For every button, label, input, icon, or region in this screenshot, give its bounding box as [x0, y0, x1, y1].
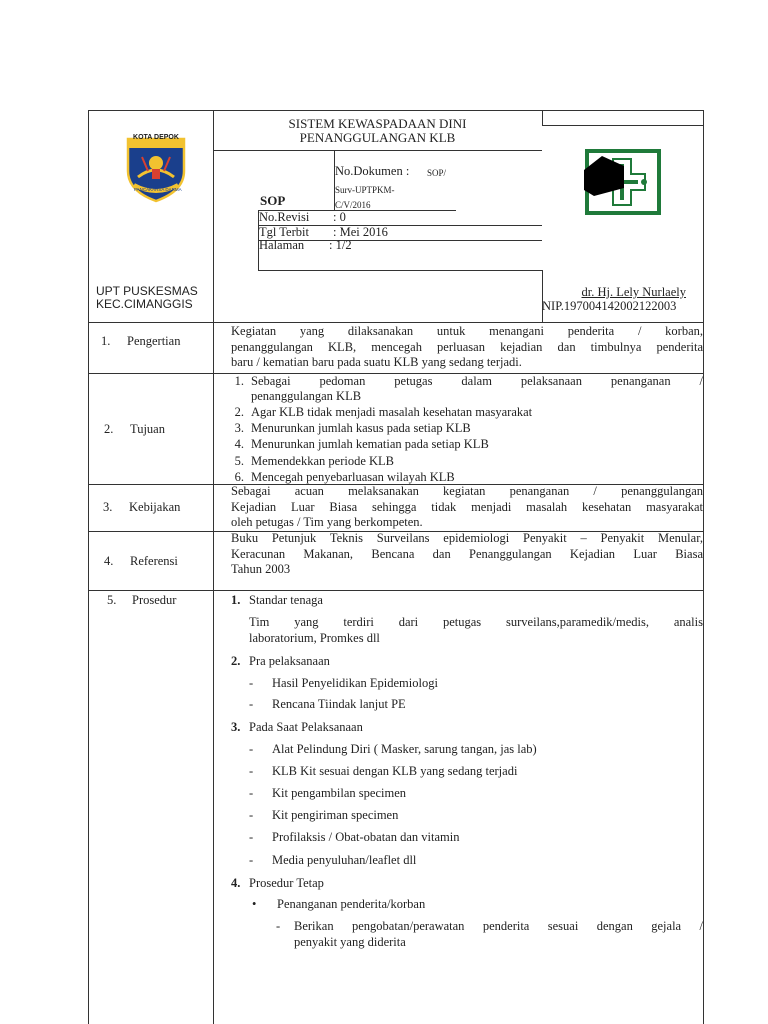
- pelaksanaan-item: Kit pengambilan specimen: [272, 786, 406, 800]
- pelaksanaan-item: Alat Pelindung Diri ( Masker, sarung tangan, jas lab): [272, 742, 537, 756]
- label-column-divider: [213, 110, 214, 1024]
- row-prosedur-top: [88, 590, 704, 591]
- dash-marker: -: [249, 808, 254, 822]
- page-label: Halaman: [259, 238, 305, 252]
- tujuan-item-number: 3.: [234, 421, 244, 435]
- section-number-5: 5.: [107, 593, 117, 607]
- issue-date-value: : Mei 2016: [333, 225, 388, 239]
- tujuan-item-number: 1.: [234, 374, 244, 388]
- tujuan-item-line: Sebagai pedoman petugas dalam pelaksanaan penanganan /: [251, 374, 703, 388]
- pengertian-text: [231, 324, 703, 371]
- row-pengertian-top: [88, 322, 704, 323]
- pengertian-line: baru / kematian baru pada suatu KLB yang sedang terjadi.: [231, 355, 522, 369]
- doc-id-box-left: [542, 110, 543, 126]
- section-number-1: 1.: [101, 334, 111, 348]
- tujuan-item: Mencegah penyebarluasan wilayah KLB: [251, 470, 455, 484]
- dash-marker: -: [249, 697, 254, 711]
- prosedur-step-title: Pra pelaksanaan: [249, 654, 330, 668]
- referensi-line: Keracunan Makanan, Bencana dan Penanggulangan Kejadian Luar Biasa: [231, 546, 703, 561]
- pelaksanaan-item: Media penyuluhan/leaflet dll: [272, 853, 417, 867]
- document-title-line2: PENANGGULANGAN KLB: [299, 130, 456, 145]
- doc-number-label: No.Dokumen :: [335, 164, 410, 178]
- pelaksanaan-item: Kit pengiriman specimen: [272, 808, 399, 822]
- kebijakan-line: oleh petugas / Tim yang berkompeten.: [231, 515, 423, 529]
- tujuan-item-number: 4.: [234, 437, 244, 451]
- pengertian-line: penanggulangan KLB, mencegah perluasan kejadian dan timbulnya penderita: [231, 339, 703, 354]
- prosedur-step-number: 1.: [231, 593, 241, 607]
- kota-depok-logo: [124, 133, 188, 203]
- bullet-marker: •: [252, 897, 257, 911]
- doc-number-value-3: C/V/2016: [335, 200, 371, 210]
- section-label-pengertian: Pengertian: [127, 334, 181, 348]
- header-block-bottom: [258, 270, 542, 271]
- pengertian-line: Kegiatan yang dilaksanakan untuk menangani penderita / korban,: [231, 324, 703, 338]
- revision-label: No.Revisi: [259, 210, 310, 224]
- standar-tenaga-text: [249, 615, 703, 646]
- section-label-tujuan: Tujuan: [130, 422, 165, 436]
- tujuan-item-number: 6.: [234, 470, 244, 484]
- dash-marker: -: [249, 830, 254, 844]
- table-top-border: [88, 110, 704, 111]
- issue-date-label: Tgl Terbit: [259, 225, 309, 239]
- logo-motto-text: PANCAKARSA DARMA: [134, 187, 182, 192]
- standar-tenaga-line: laboratorium, Promkes dll: [249, 630, 380, 645]
- section-label-prosedur: Prosedur: [132, 593, 177, 607]
- title-box-bottom: [213, 150, 542, 151]
- tujuan-item: [251, 374, 703, 390]
- right-header-column-divider: [542, 270, 543, 322]
- dash-marker: -: [276, 919, 281, 933]
- kebijakan-text: [231, 484, 703, 531]
- referensi-text: [231, 531, 703, 578]
- standar-tenaga-line: Tim yang terdiri dari petugas surveilans,paramedik/medis, analis: [249, 615, 703, 629]
- signer-name: dr. Hj. Lely Nurlaely: [581, 285, 686, 299]
- section-label-referensi: Referensi: [130, 554, 178, 568]
- doc-number-value-1: SOP/: [427, 168, 447, 178]
- referensi-line: Tahun 2003: [231, 562, 291, 576]
- pelaksanaan-item: Profilaksis / Obat-obatan dan vitamin: [272, 830, 460, 844]
- prosedur-step-title: Standar tenaga: [249, 593, 323, 607]
- tujuan-item: Agar KLB tidak menjadi masalah kesehatan masyarakat: [251, 405, 533, 419]
- section-number-4: 4.: [104, 554, 114, 568]
- prosedur-step-title: Prosedur Tetap: [249, 876, 324, 890]
- tujuan-item-number: 5.: [234, 454, 244, 468]
- tujuan-item: Memendekkan periode KLB: [251, 454, 395, 468]
- table-left-border: [88, 110, 89, 1024]
- tujuan-item: Menurunkan jumlah kematian pada setiap KLB: [251, 437, 489, 451]
- puskesmas-logo: [584, 148, 662, 216]
- section-number-3: 3.: [103, 500, 113, 514]
- prosedur-tetap-subitem-line: Berikan pengobatan/perawatan penderita sesuai dengan gejala /: [294, 919, 703, 933]
- pra-pelaksanaan-item: Hasil Penyelidikan Epidemiologi: [272, 676, 438, 690]
- dash-marker: -: [249, 764, 254, 778]
- section-number-2: 2.: [104, 422, 114, 436]
- pra-pelaksanaan-item: Rencana Tiindak lanjut PE: [272, 697, 406, 711]
- prosedur-tetap-subitem: [294, 919, 703, 950]
- organization-line2: KEC.CIMANGGIS: [96, 297, 193, 311]
- prosedur-step-title: Pada Saat Pelaksanaan: [249, 720, 363, 734]
- tujuan-item: Menurunkan jumlah kasus pada setiap KLB: [251, 421, 471, 435]
- dash-marker: -: [249, 786, 254, 800]
- document-title-line1: SISTEM KEWASPADAAN DINI: [288, 116, 467, 131]
- logo-city-text: KOTA DEPOK: [133, 134, 179, 141]
- prosedur-tetap-subitem-line: penyakit yang diderita: [294, 934, 406, 949]
- organization-line1: UPT PUSKESMAS: [96, 284, 198, 298]
- dash-marker: -: [249, 853, 254, 867]
- doc-number-value-2: Surv-UPTPKM-: [335, 185, 395, 195]
- referensi-line: Buku Petunjuk Teknis Surveilans epidemiologi Penyakit – Penyakit Menular,: [231, 531, 703, 545]
- revision-value: : 0: [333, 210, 346, 224]
- doc-id-box-bottom: [542, 125, 704, 126]
- page-value: : 1/2: [329, 238, 352, 252]
- pelaksanaan-item: KLB Kit sesuai dengan KLB yang sedang terjadi: [272, 764, 518, 778]
- sop-label: SOP: [260, 193, 286, 208]
- dash-marker: -: [249, 676, 254, 690]
- prosedur-step-number: 4.: [231, 876, 241, 890]
- prosedur-step-number: 2.: [231, 654, 241, 668]
- prosedur-tetap-bullet: Penanganan penderita/korban: [277, 897, 426, 911]
- signer-nip: NIP.197004142002122003: [542, 299, 677, 313]
- prosedur-step-number: 3.: [231, 720, 241, 734]
- dash-marker: -: [249, 742, 254, 756]
- kebijakan-line: Kejadian Luar Biasa sehingga tidak menjadi masalah kesehatan masyarakat: [231, 499, 703, 514]
- table-right-border: [703, 110, 704, 1024]
- tujuan-item-line: penanggulangan KLB: [251, 389, 362, 403]
- tujuan-item-number: 2.: [234, 405, 244, 419]
- section-label-kebijakan: Kebijakan: [129, 500, 181, 514]
- kebijakan-line: Sebagai acuan melaksanakan kegiatan penanganan / penanggulangan: [231, 484, 703, 498]
